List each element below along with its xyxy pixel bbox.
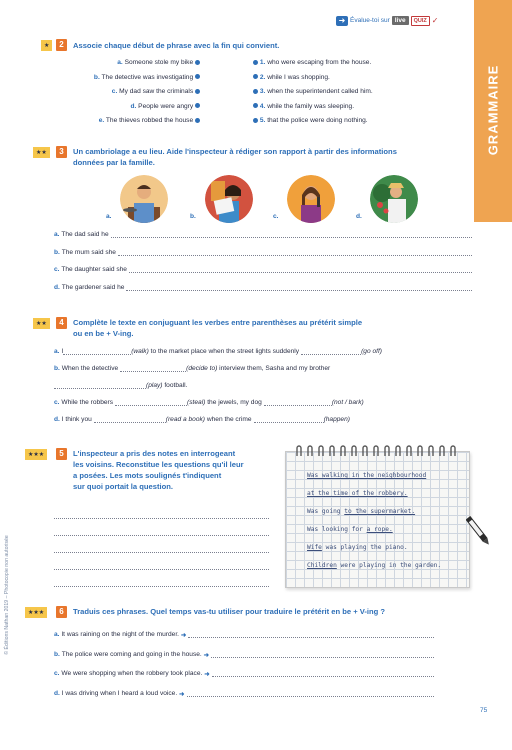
note-line-3: Was going to the supermarket. xyxy=(307,508,416,515)
ex6-line: a. It was raining on the night of the murder. ➜ xyxy=(54,631,434,651)
ex2-left-item[interactable]: a. Someone stole my bike xyxy=(40,59,200,74)
ex2-left-column xyxy=(40,59,200,132)
answer-field[interactable] xyxy=(54,570,269,587)
note-line-5: Wife was playing the piano. xyxy=(307,544,408,551)
match-dot[interactable] xyxy=(253,118,258,123)
answer-field[interactable] xyxy=(118,249,472,256)
ex6-line: b. The police were coming and going in the house. ➜ xyxy=(54,651,434,671)
ex3-answer-lines xyxy=(54,231,472,301)
ex4-instruction: Complète le texte en conjuguant les verbes entre parenthèses au prétérit simple ou en be + V-ing. xyxy=(73,318,363,338)
match-dot[interactable] xyxy=(253,103,258,108)
ex5-number: 5 xyxy=(56,448,67,460)
ex6-number: 6 xyxy=(56,606,67,618)
ex3-number: 3 xyxy=(56,146,67,158)
arrow-right-icon: ➜ xyxy=(336,16,348,26)
note-line-4: Was looking for a rope. xyxy=(307,526,393,533)
match-dot[interactable] xyxy=(195,74,200,79)
ex2-right-item[interactable]: 2. while I was shopping. xyxy=(253,74,473,89)
pen-icon xyxy=(466,516,492,548)
answer-field[interactable] xyxy=(212,670,434,677)
arrow-right-icon: ➜ xyxy=(203,651,210,659)
ex2-left-item[interactable]: e. The thieves robbed the house xyxy=(40,117,200,132)
ex2-instruction: Associe chaque début de phrase avec la fin qui convient. xyxy=(73,41,280,50)
ex2-left-item[interactable]: d. People were angry xyxy=(40,103,200,118)
checkmark-icon: ✓ xyxy=(431,16,439,25)
match-dot[interactable] xyxy=(253,89,258,94)
answer-field[interactable] xyxy=(129,266,472,273)
answer-field[interactable] xyxy=(120,365,186,372)
gardener-illustration xyxy=(370,175,418,223)
answer-field[interactable] xyxy=(211,651,434,658)
note-line-1: Was walking in the neighbourhood xyxy=(307,472,427,479)
ex3-stars: ★★ xyxy=(33,147,50,158)
side-tab-label: GRAMMAIRE xyxy=(485,64,501,156)
grammar-side-tab xyxy=(474,0,512,222)
ex3-instruction: Un cambriolage a eu lieu. Aide l'inspecteur à rédiger son rapport à partir des informations données par la famille. xyxy=(73,147,397,167)
match-dot[interactable] xyxy=(253,74,258,79)
answer-field[interactable] xyxy=(301,348,361,355)
ex3-line: b. The mum said she xyxy=(54,249,472,267)
ex5-stars: ★★★ xyxy=(25,449,47,460)
ex6-instruction: Traduis ces phrases. Quel temps vas-tu utiliser pour traduire le prétérit en be + V-ing ? xyxy=(73,607,386,616)
answer-field[interactable] xyxy=(94,416,166,423)
answer-field[interactable] xyxy=(54,553,269,570)
ex5-answer-lines xyxy=(54,502,269,587)
page-number: 75 xyxy=(480,707,488,714)
ex2-right-item[interactable]: 3. when the superintendent called him. xyxy=(253,88,473,103)
arrow-right-icon: ➜ xyxy=(180,632,187,639)
answer-field[interactable] xyxy=(54,502,269,519)
answer-field[interactable] xyxy=(115,399,187,406)
ex2-right-item[interactable]: 5. that the police were doing nothing. xyxy=(253,117,473,132)
evaluate-badge[interactable] xyxy=(336,14,438,27)
ex2-right-item[interactable]: 4. while the family was sleeping. xyxy=(253,103,473,118)
ex6-line: d. I was driving when I heard a loud voice. ➜ xyxy=(54,690,434,710)
ex4-line-b2: (play) football. xyxy=(54,382,474,389)
ex3-line: a. The dad said he xyxy=(54,231,472,249)
answer-field[interactable] xyxy=(63,348,131,355)
note-line-2: at the time of the robbery. xyxy=(307,490,408,497)
ex6-line: c. We were shopping when the robbery took place. ➜ xyxy=(54,670,434,690)
ex4-number: 4 xyxy=(56,317,67,329)
ex2-left-item[interactable]: b. The detective was investigating xyxy=(40,74,200,89)
ex2-right-column xyxy=(253,59,473,132)
ex4-line-d: d. I think you (read a book) when the crime (happen) xyxy=(54,416,350,423)
answer-field[interactable] xyxy=(187,690,434,697)
match-dot[interactable] xyxy=(195,89,200,94)
note-line-6: Children were playing in the garden. xyxy=(307,562,442,569)
answer-field[interactable] xyxy=(254,416,324,423)
quiz-badge: QUIZ xyxy=(411,16,430,26)
pic-letter-d: d. xyxy=(356,213,362,220)
ex3-line: c. The daughter said she xyxy=(54,266,472,284)
arrow-right-icon: ➜ xyxy=(204,671,210,678)
ex6-lines xyxy=(54,631,434,709)
notepad-spiral-icon xyxy=(293,444,465,458)
match-dot[interactable] xyxy=(195,118,200,123)
ex2-stars: ★ xyxy=(41,40,52,51)
answer-field[interactable] xyxy=(54,536,269,553)
answer-field[interactable] xyxy=(111,231,472,238)
ex3-line: d. The gardener said he xyxy=(54,284,472,302)
ex5-instruction: L'inspecteur a pris des notes en interrogeant les voisins. Reconstitue les questions qu'il leur a posées. Les mots soulignés t'indiquent sur quoi portait la question. xyxy=(73,449,244,491)
answer-field[interactable] xyxy=(188,631,434,638)
ex2-number: 2 xyxy=(56,39,67,51)
ex6-stars: ★★★ xyxy=(25,607,47,618)
ex4-line-a: a. I (walk) to the market place when the street lights suddenly (go off) xyxy=(54,348,382,355)
ex2-right-item[interactable]: 1. who were escaping from the house. xyxy=(253,59,473,74)
daughter-singing-illustration xyxy=(287,175,335,223)
match-dot[interactable] xyxy=(195,60,200,65)
ex4-line-b: b. When the detective (decide to) interview them, Sasha and my brother xyxy=(54,365,331,372)
pic-letter-a: a. xyxy=(106,213,112,220)
answer-field[interactable] xyxy=(54,382,146,389)
arrow-right-icon: ➜ xyxy=(179,690,185,698)
match-dot[interactable] xyxy=(195,103,200,108)
live-logo: live xyxy=(392,16,409,25)
evaluate-label: Évalue-toi sur xyxy=(350,17,390,24)
pic-letter-b: b. xyxy=(190,213,196,220)
copyright-credit: © Éditions Nathan 2019 – Photocopie non autorisée xyxy=(4,535,10,655)
ex4-line-c: c. While the robbers (steal) the jewels, my dog (not / bark) xyxy=(54,399,364,406)
pic-letter-c: c. xyxy=(273,213,279,220)
answer-field[interactable] xyxy=(126,284,472,291)
ex4-stars: ★★ xyxy=(33,318,50,329)
ex2-left-item[interactable]: c. My dad saw the criminals xyxy=(40,88,200,103)
answer-field[interactable] xyxy=(54,519,269,536)
mum-reading-illustration xyxy=(205,175,253,223)
dad-cooking-illustration xyxy=(120,175,168,223)
answer-field[interactable] xyxy=(264,399,332,406)
match-dot[interactable] xyxy=(253,60,258,65)
